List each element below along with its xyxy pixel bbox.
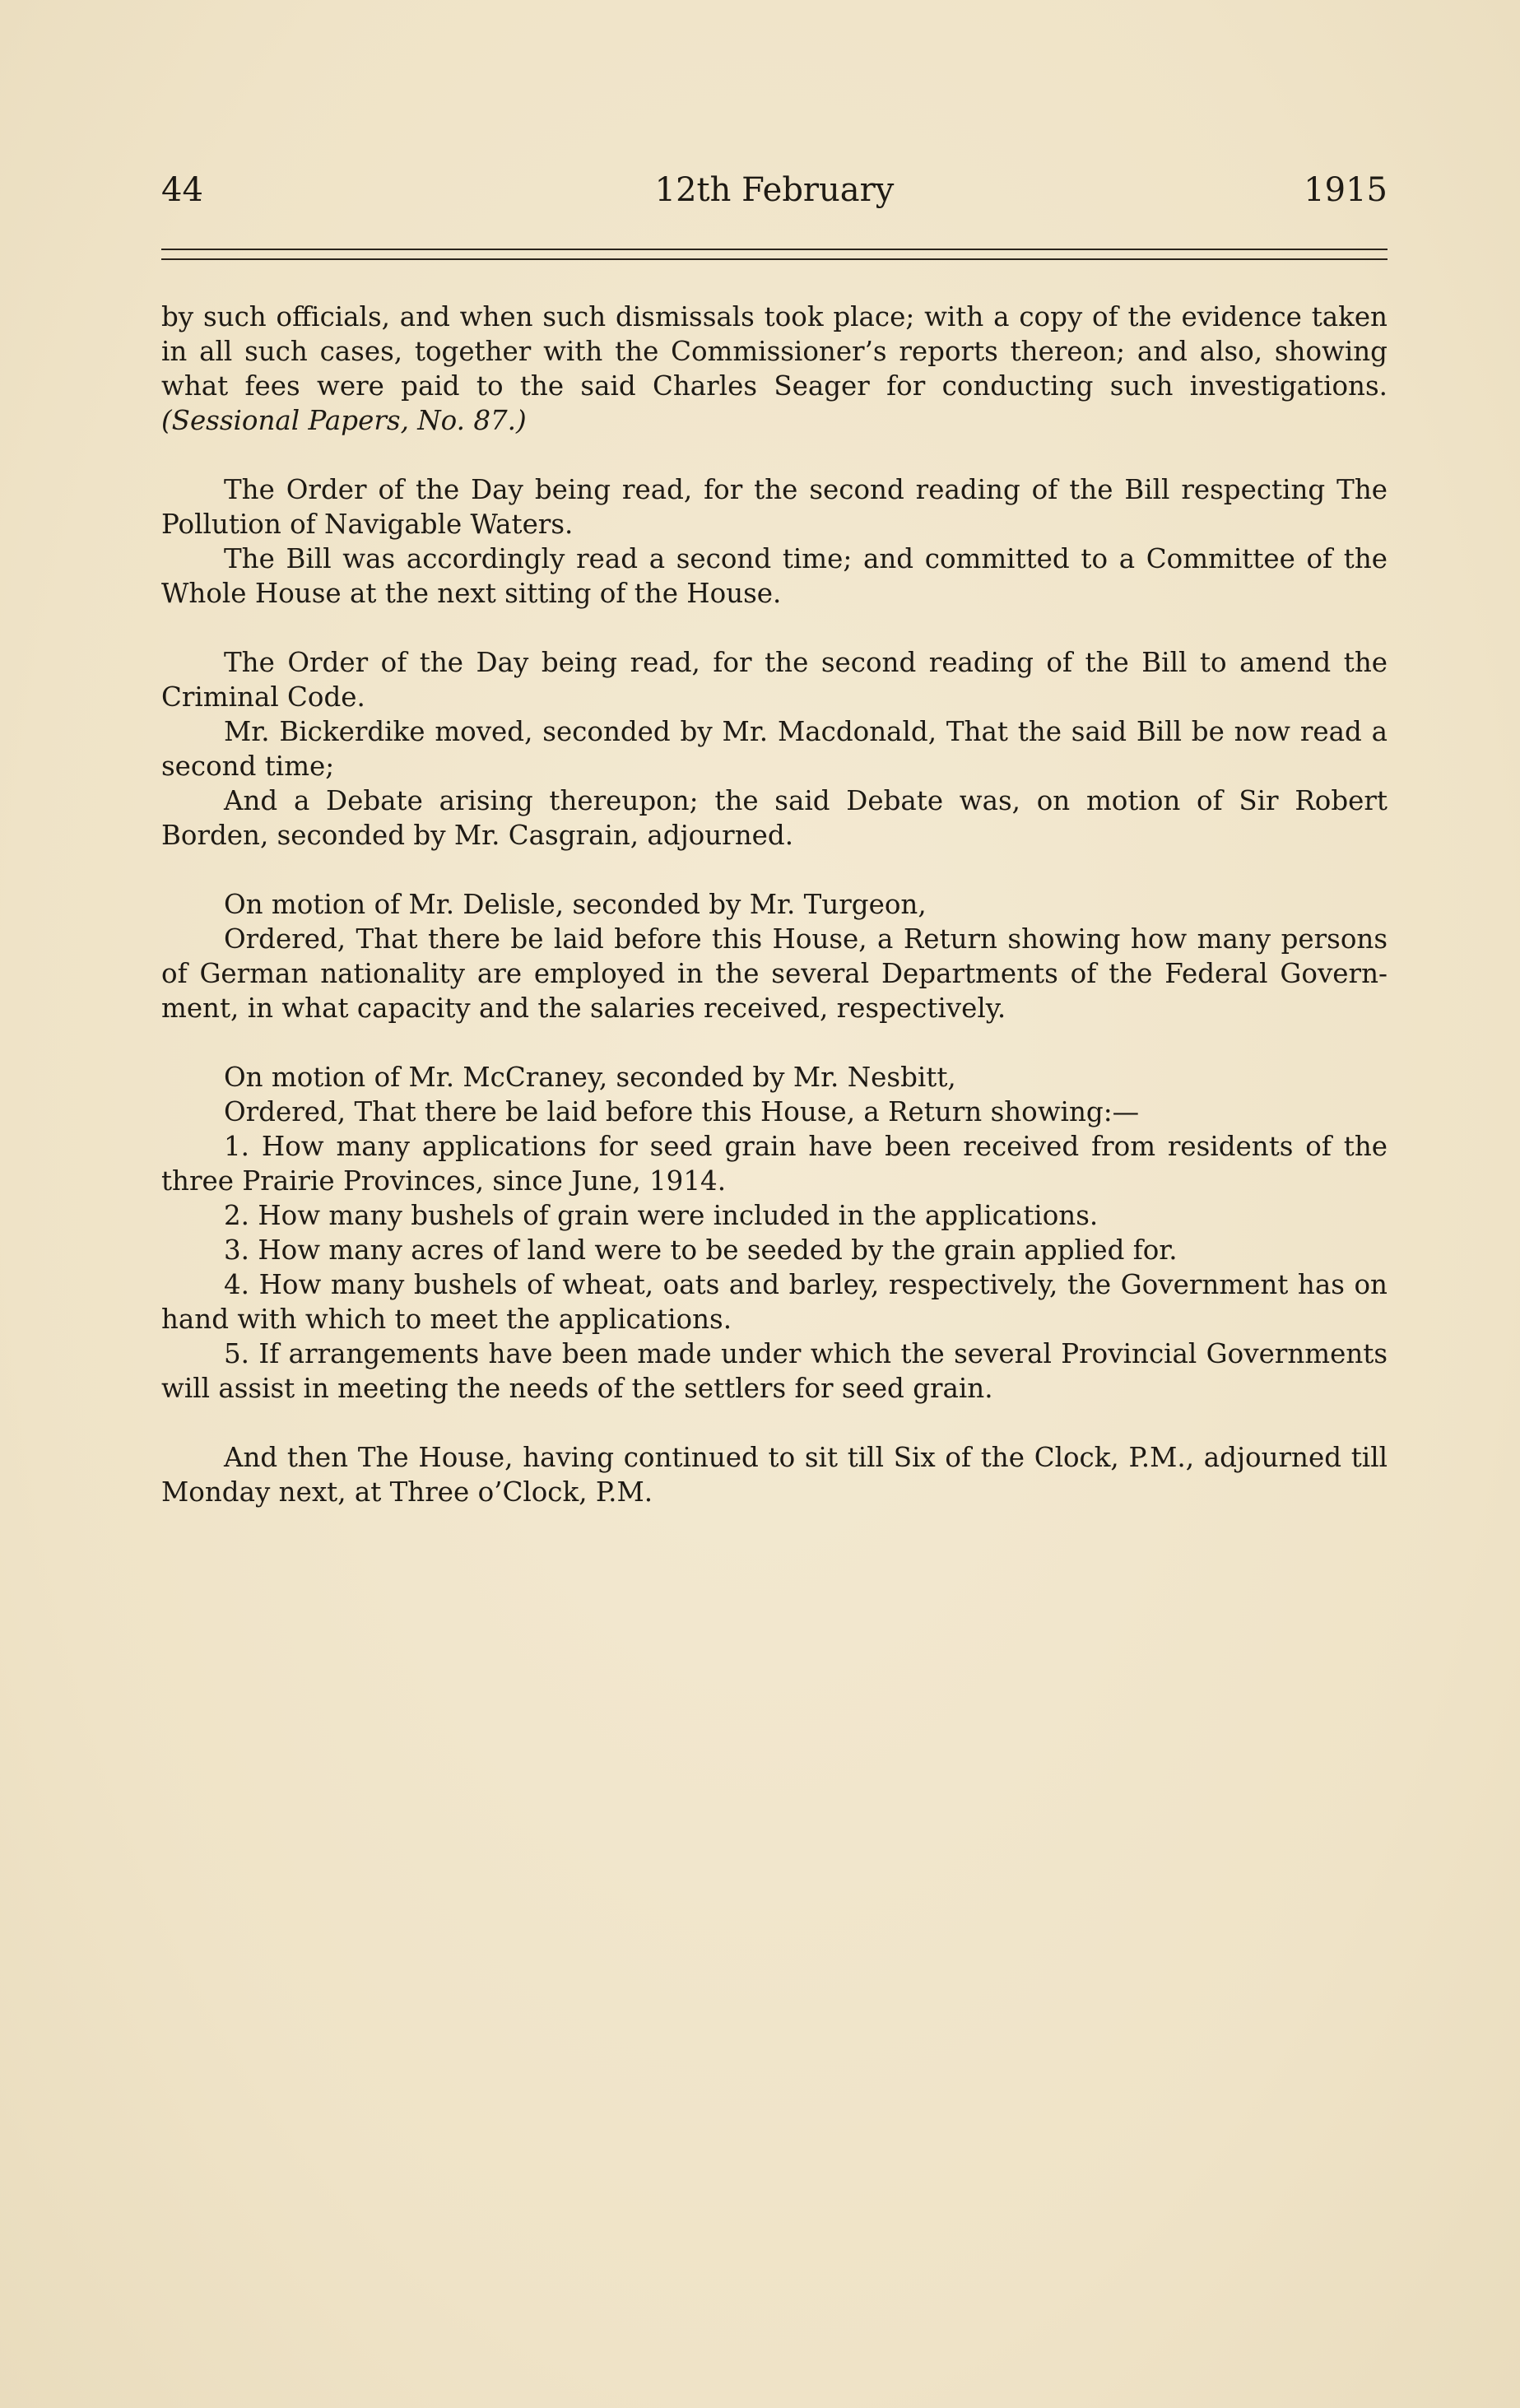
paragraph-debate-adjourned: And a Debate arising thereupon; the said Debate was, on motion of Sir Robert Borden, seconded by Mr. Casgrain, adjourned. (161, 785, 1388, 851)
paragraph-bickerdike-motion: Mr. Bickerdike moved, seconded by Mr. Macdonald, That the said Bill be now read a second time; (161, 716, 1388, 782)
header-double-rule (161, 249, 1388, 260)
paragraph-order-pollution: The Order of the Day being read, for the second reading of the Bill respecting The Pollution of Navigable Waters. (161, 474, 1388, 540)
sessional-paper-reference: (Sessional Papers, No. 87.) (161, 405, 527, 436)
paragraph-delisle-motion: On motion of Mr. Delisle, seconded by Mr. Turgeon, (224, 889, 927, 920)
paragraph-continuation (161, 300, 1388, 438)
list-item-4: 4. How many bushels of wheat, oats and barley, respectively, the Government has on hand with which to meet the applications. (161, 1269, 1388, 1335)
page-number: 44 (161, 171, 203, 209)
paragraph-return-german-nationality: Ordered, That there be laid before this House, a Return showing how many persons of German nationality are employed in the several Departments of the Federal Government, in what capacity and the salaries received, respectively. (161, 923, 1388, 1024)
list-item-5: 5. If arrangements have been made under which the several Provincial Governments will assist in meeting the needs of the settlers for seed grain. (161, 1338, 1388, 1404)
paragraph-order-criminal-code: The Order of the Day being read, for the second reading of the Bill to amend the Criminal Code. (161, 647, 1388, 713)
header-date: 12th February (654, 171, 895, 209)
paragraph-adjournment: And then The House, having continued to sit till Six of the Clock, P.M., adjourned till Monday next, at Three o’Clock, P.M. (161, 1442, 1388, 1508)
header-year: 1915 (1304, 171, 1388, 209)
list-item-2: 2. How many bushels of grain were included in the applications. (224, 1200, 1099, 1231)
paragraph-text: by such officials, and when such dismissals took place; with a copy of the evidence taken in all such cases, together with the Commissioner’s reports thereon; and also, showing what fees were paid to the said Charles Seager for conducting such investigations. (161, 301, 1388, 402)
page-header (161, 171, 1388, 221)
paragraph-mccraney-motion: On motion of Mr. McCraney, seconded by Mr. Nesbitt, (224, 1062, 956, 1093)
paragraph-return-seed-grain: Ordered, That there be laid before this House, a Return showing:— (224, 1096, 1140, 1127)
paragraph-bill-second-reading: The Bill was accordingly read a second time; and committed to a Committee of the Whole House at the next sitting of the House. (161, 543, 1388, 609)
list-item-1: 1. How many applications for seed grain have been received from residents of the three Prairie Provinces, since June, 1914. (161, 1131, 1388, 1197)
list-item-3: 3. How many acres of land were to be seeded by the grain applied for. (224, 1234, 1178, 1266)
page-body (161, 300, 1388, 1509)
